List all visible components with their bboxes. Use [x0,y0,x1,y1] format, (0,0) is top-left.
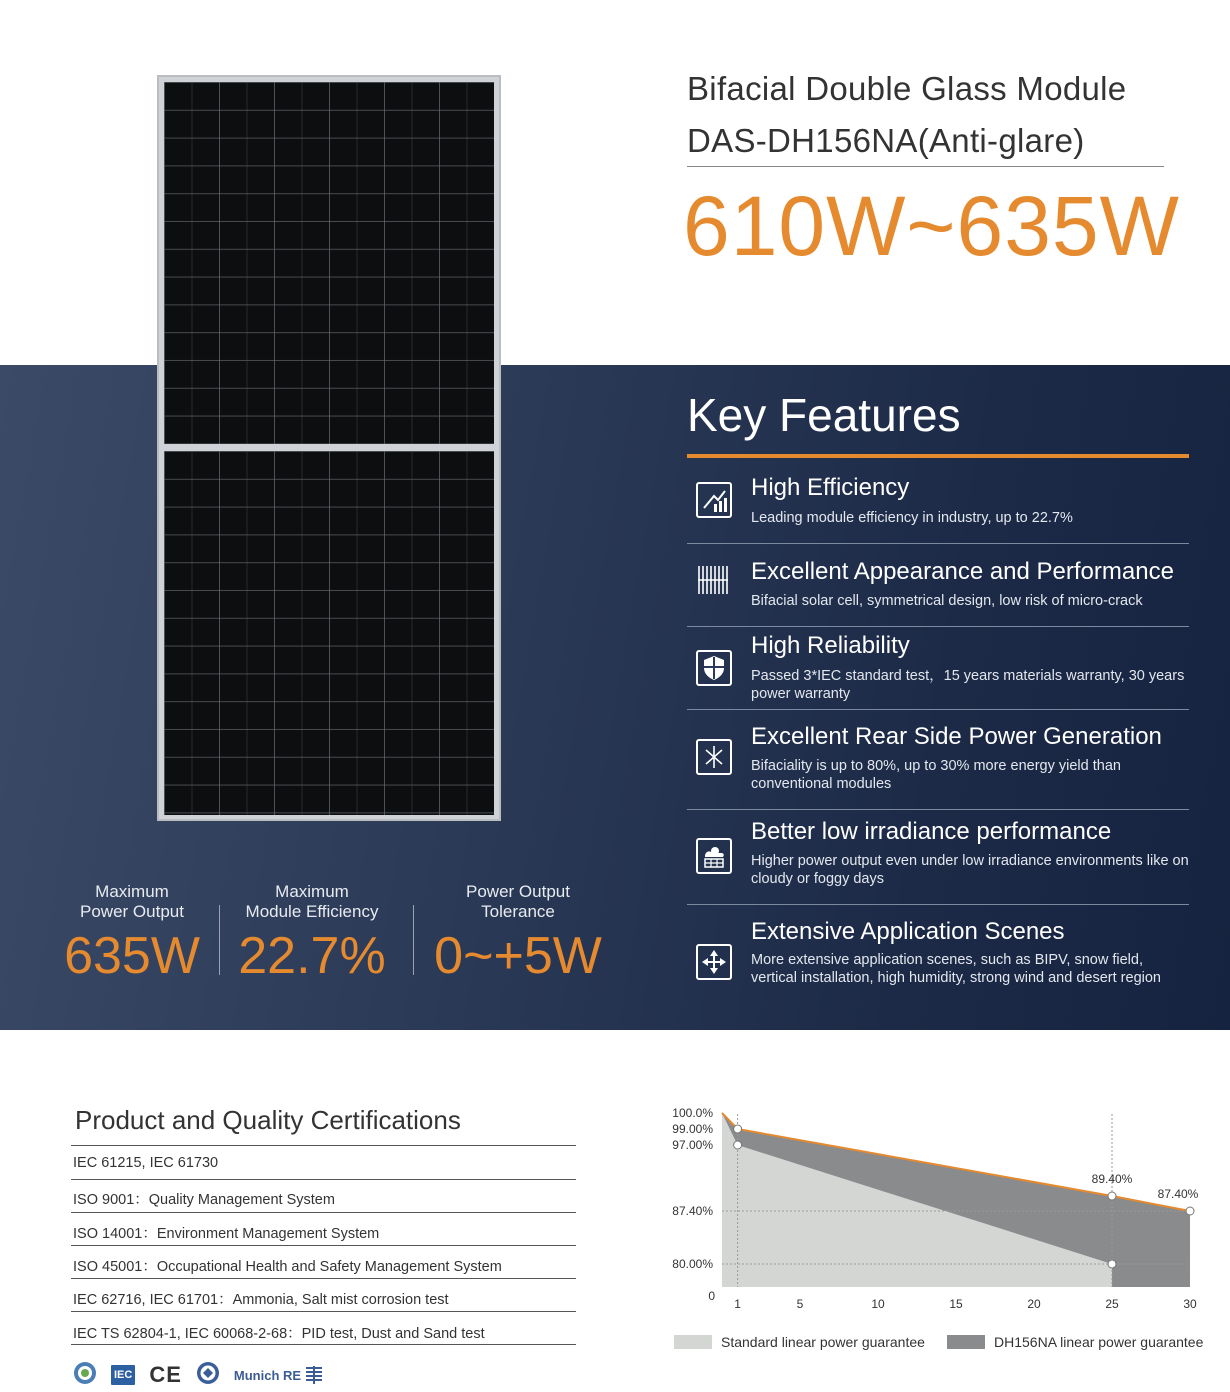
key-features-rule [687,454,1189,458]
x-tick-label: 30 [1183,1297,1197,1311]
feature-separator [687,543,1189,544]
stat-label: Power Output Tolerance [466,882,570,921]
cert-divider [71,1344,576,1345]
feature-appearance [687,558,1189,626]
data-point [1186,1207,1194,1215]
feature-reliability [687,632,1189,708]
stat-label: Maximum Power Output [80,882,184,921]
x-tick-label: 15 [949,1297,963,1311]
y-tick-label: 87.40% [672,1204,713,1218]
y-tick-label: 97.00% [672,1138,713,1152]
feature-title: High Reliability [751,632,910,659]
feature-title: Excellent Appearance and Performance [751,558,1174,585]
certification-logos [73,1362,324,1388]
product-model: DAS-DH156NA(Anti-glare) [687,122,1085,159]
data-label: 89.40% [1091,1172,1133,1186]
rear-side-light-icon [696,739,732,775]
intertek-seal-icon [196,1361,220,1390]
data-point [734,1141,742,1149]
stat-label: Maximum Module Efficiency [245,882,379,921]
stat-value: 635W [64,927,200,985]
cert-divider [71,1278,576,1279]
munich-re-logo [234,1365,324,1385]
feature-separator [687,709,1189,710]
efficiency-chart-icon [696,482,732,518]
certifications-title: Product and Quality Certifications [75,1105,461,1135]
feature-title: Extensive Application Scenes [751,918,1065,945]
stat-max-efficiency [232,882,392,986]
feature-separator [687,904,1189,905]
tuv-seal-icon [73,1361,97,1390]
cert-divider [71,1145,576,1146]
y-tick-label: 99.00% [672,1122,713,1136]
legend-dh156na [947,1334,1203,1350]
y-tick-label: 80.00% [672,1257,713,1271]
product-title: Bifacial Double Glass Module [687,70,1127,107]
power-warranty-chart [660,1100,1230,1360]
data-point [734,1125,742,1133]
key-features-title: Key Features [687,389,961,441]
feature-desc: More extensive application scenes, such as BIPV, snow field, vertical installation, high humidity, strong wind and desert region [751,952,1161,986]
ce-mark: CE [149,1362,182,1387]
cert-divider [71,1212,576,1213]
data-point [1108,1192,1116,1200]
cert-divider [71,1179,576,1180]
feature-title: Excellent Rear Side Power Generation [751,723,1162,750]
cert-item: ISO 9001：Quality Management System [73,1192,335,1208]
solar-panel-upper-half [164,82,494,444]
feature-separator [687,626,1189,627]
x-tick-label: 10 [871,1297,885,1311]
stat-value: 22.7% [238,927,386,985]
feature-low-irradiance [687,818,1189,904]
stat-tolerance [428,882,608,986]
feature-title: High Efficiency [751,474,910,501]
application-scenes-icon [696,944,732,980]
x-tick-label: 5 [796,1297,804,1311]
y-tick-label: 100.0% [672,1106,713,1120]
solar-panel-lower-half [164,451,494,815]
cert-item: ISO 45001：Occupational Health and Safety Management System [73,1259,502,1275]
cert-item: IEC TS 62804-1, IEC 60068-2-68：PID test, Dust and Sand test [73,1326,485,1342]
x-tick-label: 20 [1027,1297,1041,1311]
stat-max-power [62,882,202,986]
power-range: 610W~635W [683,179,1180,273]
feature-application-scenes [687,918,1189,1018]
y-tick-label: 0 [708,1289,715,1303]
stat-divider [219,905,220,975]
legend-swatch-standard [674,1335,712,1349]
feature-separator [687,809,1189,810]
feature-desc: Bifacial solar cell, symmetrical design, low risk of micro-crack [751,593,1143,609]
legend-label: DH156NA linear power guarantee [994,1334,1204,1350]
data-label: 87.40% [1157,1187,1199,1201]
stat-value: 0~+5W [434,927,602,985]
cloudy-sun-panel-icon [696,838,732,874]
feature-rear-side [687,723,1189,809]
shield-icon [696,650,732,686]
feature-desc: Bifaciality is up to 80%, up to 30% more energy yield than conventional modules [751,758,1121,792]
cert-divider [71,1311,576,1312]
feature-desc: Leading module efficiency in industry, up to 22.7% [751,510,1073,526]
iec-logo: IEC [111,1365,135,1385]
title-divider [687,166,1164,167]
cert-divider [71,1245,576,1246]
x-tick-label: 25 [1105,1297,1119,1311]
data-point [1108,1260,1116,1268]
feature-desc: Higher power output even under low irradiance environments like on cloudy or foggy days [751,853,1189,887]
munich-re-stripes-icon [304,1365,324,1385]
cert-item: ISO 14001：Environment Management System [73,1226,380,1242]
cert-item: IEC 62716, IEC 61701：Ammonia, Salt mist corrosion test [73,1292,449,1308]
x-tick-label: 1 [734,1297,741,1311]
feature-high-efficiency [687,474,1189,544]
stat-divider [413,905,414,975]
legend-standard [674,1334,925,1350]
munich-re-label: Munich RE [233,1367,302,1383]
legend-swatch-dh156na [947,1335,985,1349]
cert-item: IEC 61215, IEC 61730 [73,1155,219,1171]
feature-desc: Passed 3*IEC standard test，15 years materials warranty, 30 years power warranty [751,668,1185,702]
feature-title: Better low irradiance performance [751,818,1112,845]
solar-panel-image [157,75,501,821]
legend-label: Standard linear power guarantee [721,1334,925,1350]
solar-cell-grid-icon [696,564,732,600]
